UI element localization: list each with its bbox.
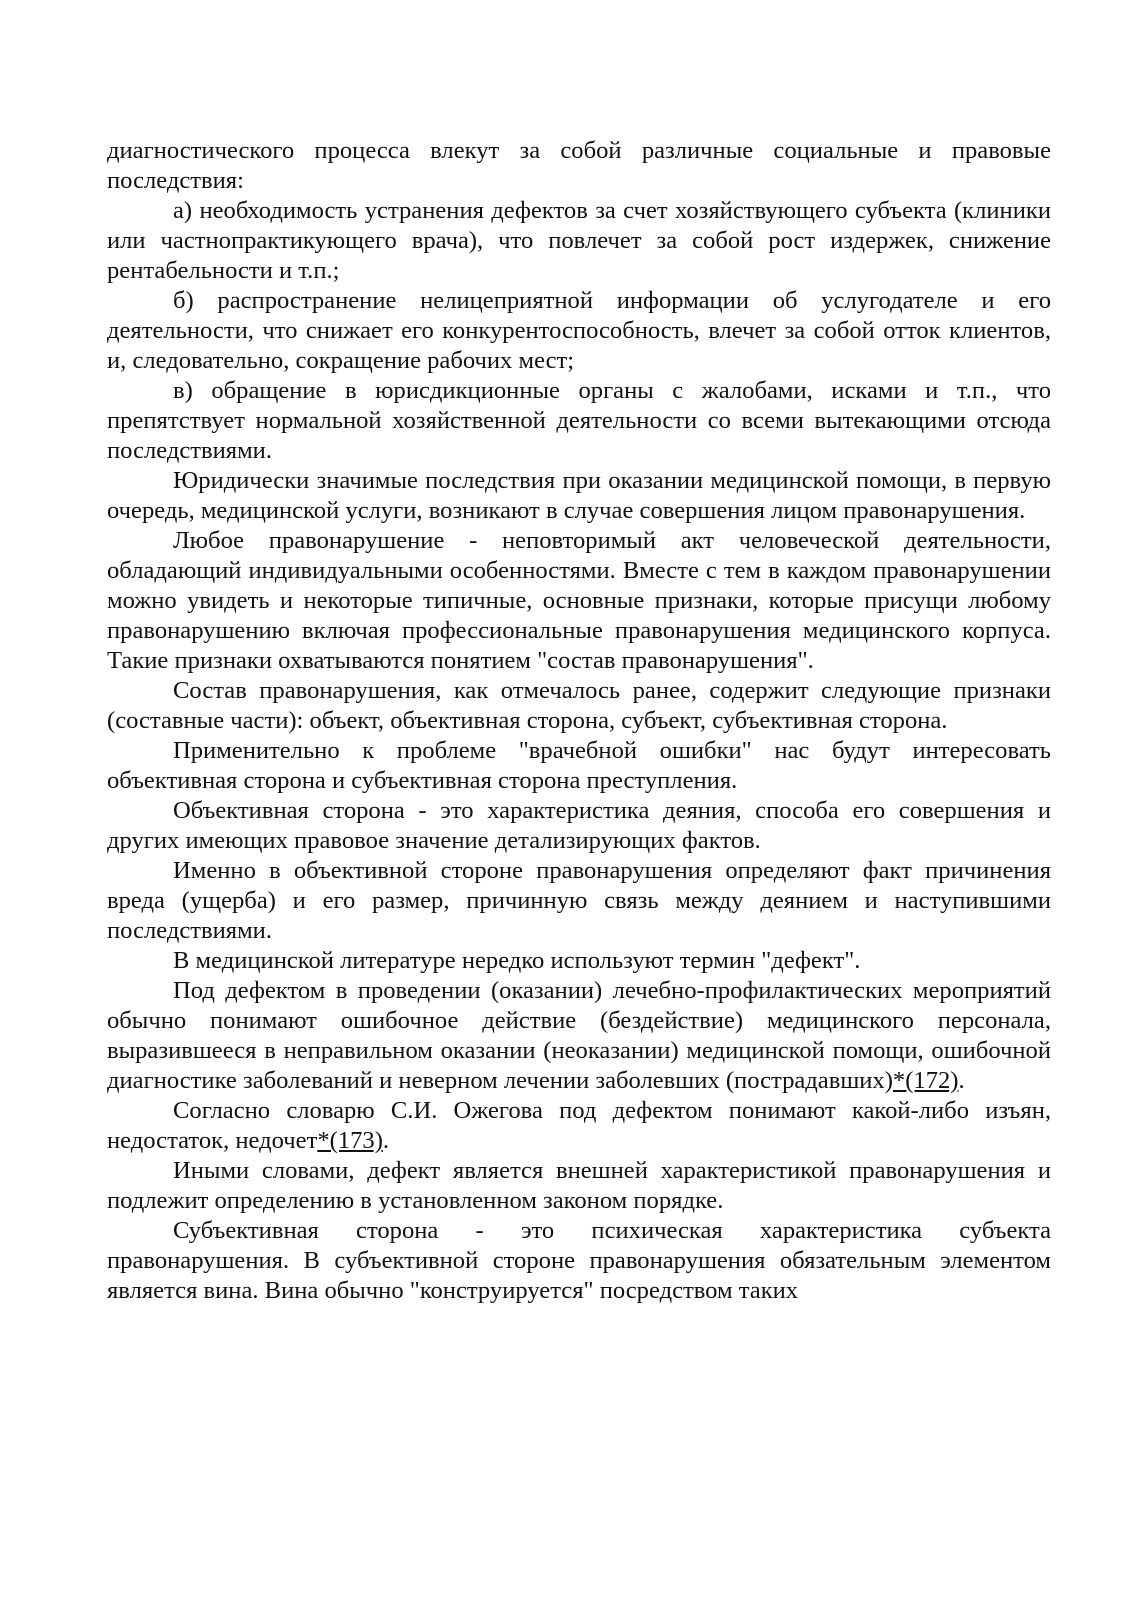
- paragraph: [107, 1156, 1051, 1216]
- paragraph: [107, 196, 1051, 286]
- paragraph-text: Иными словами, дефект является внешней характеристикой правонарушения и подлежит определению в установленном законом порядке.: [107, 1157, 1051, 1214]
- paragraph: [107, 286, 1051, 376]
- paragraph-text: Согласно словарю С.И. Ожегова под дефектом понимают какой-либо изъян, недостаток, недочет: [107, 1097, 1051, 1154]
- document-page: [107, 136, 1051, 1306]
- paragraph: [107, 796, 1051, 856]
- paragraph: [107, 1216, 1051, 1306]
- footnote-link-172[interactable]: *(172): [892, 1067, 959, 1094]
- paragraph-text: Применительно к проблеме "врачебной ошибки" нас будут интересовать объективная сторона и субъективная сторона преступления.: [107, 737, 1051, 794]
- paragraph-text: диагностического процесса влекут за собой различные социальные и правовые последствия:: [107, 137, 1051, 194]
- paragraph: [107, 676, 1051, 736]
- paragraph: [107, 856, 1051, 946]
- paragraph: [107, 976, 1051, 1096]
- paragraph-text: Объективная сторона - это характеристика деяния, способа его совершения и других имеющих правовое значение детализирующих фактов.: [107, 797, 1051, 854]
- paragraph-text: Юридически значимые последствия при оказании медицинской помощи, в первую очередь, медицинской услуги, возникают в случае совершения лицом правонарушения.: [107, 467, 1051, 524]
- paragraph-text: а) необходимость устранения дефектов за счет хозяйствующего субъекта (клиники или частнопрактикующего врача), что повлечет за собой рост издержек, снижение рентабельности и т.п.;: [107, 197, 1051, 284]
- paragraph-text: Под дефектом в проведении (оказании) лечебно-профилактических мероприятий обычно понимают ошибочное действие (бездействие) медицинского персонала, выразившееся в неправильном оказании (неоказании) медицинской помощи, ошибочной диагностике заболеваний и неверном лечении заболевших (пострадавших): [107, 977, 1051, 1094]
- paragraph-text: Состав правонарушения, как отмечалось ранее, содержит следующие признаки (составные части): объект, объективная сторона, субъект, субъективная сторона.: [107, 677, 1051, 734]
- paragraph: [107, 736, 1051, 796]
- paragraph: [107, 136, 1051, 196]
- paragraph-text: б) распространение нелицеприятной информации об услугодателе и его деятельности, что снижает его конкурентоспособность, влечет за собой отток клиентов, и, следовательно, сокращение рабочих мест;: [107, 287, 1051, 374]
- paragraph: [107, 526, 1051, 676]
- footnote-link-173[interactable]: *(173): [317, 1127, 383, 1154]
- paragraph-text: Любое правонарушение - неповторимый акт человеческой деятельности, обладающий индивидуальными особенностями. Вместе с тем в каждом правонарушении можно увидеть и некоторые типичные, основные признаки, которые присущи любому правонарушению включая профессиональные правонарушения медицинского корпуса. Такие признаки охватываются понятием "состав правонарушения".: [107, 527, 1051, 674]
- paragraph-text: В медицинской литературе нередко используют термин "дефект".: [173, 947, 861, 974]
- paragraph-text-end: .: [382, 1127, 390, 1154]
- paragraph: [107, 946, 1051, 976]
- paragraph-text-end: .: [958, 1067, 965, 1094]
- paragraph: [107, 1096, 1051, 1156]
- paragraph-text: Именно в объективной стороне правонарушения определяют факт причинения вреда (ущерба) и его размер, причинную связь между деянием и наступившими последствиями.: [107, 857, 1051, 944]
- paragraph-text: в) обращение в юрисдикционные органы с жалобами, исками и т.п., что препятствует нормальной хозяйственной деятельности со всеми вытекающими отсюда последствиями.: [107, 377, 1051, 464]
- paragraph: [107, 466, 1051, 526]
- paragraph: [107, 376, 1051, 466]
- paragraph-text: Субъективная сторона - это психическая характеристика субъекта правонарушения. В субъективной стороне правонарушения обязательным элементом является вина. Вина обычно "конструируется" посредством таких: [107, 1217, 1051, 1304]
